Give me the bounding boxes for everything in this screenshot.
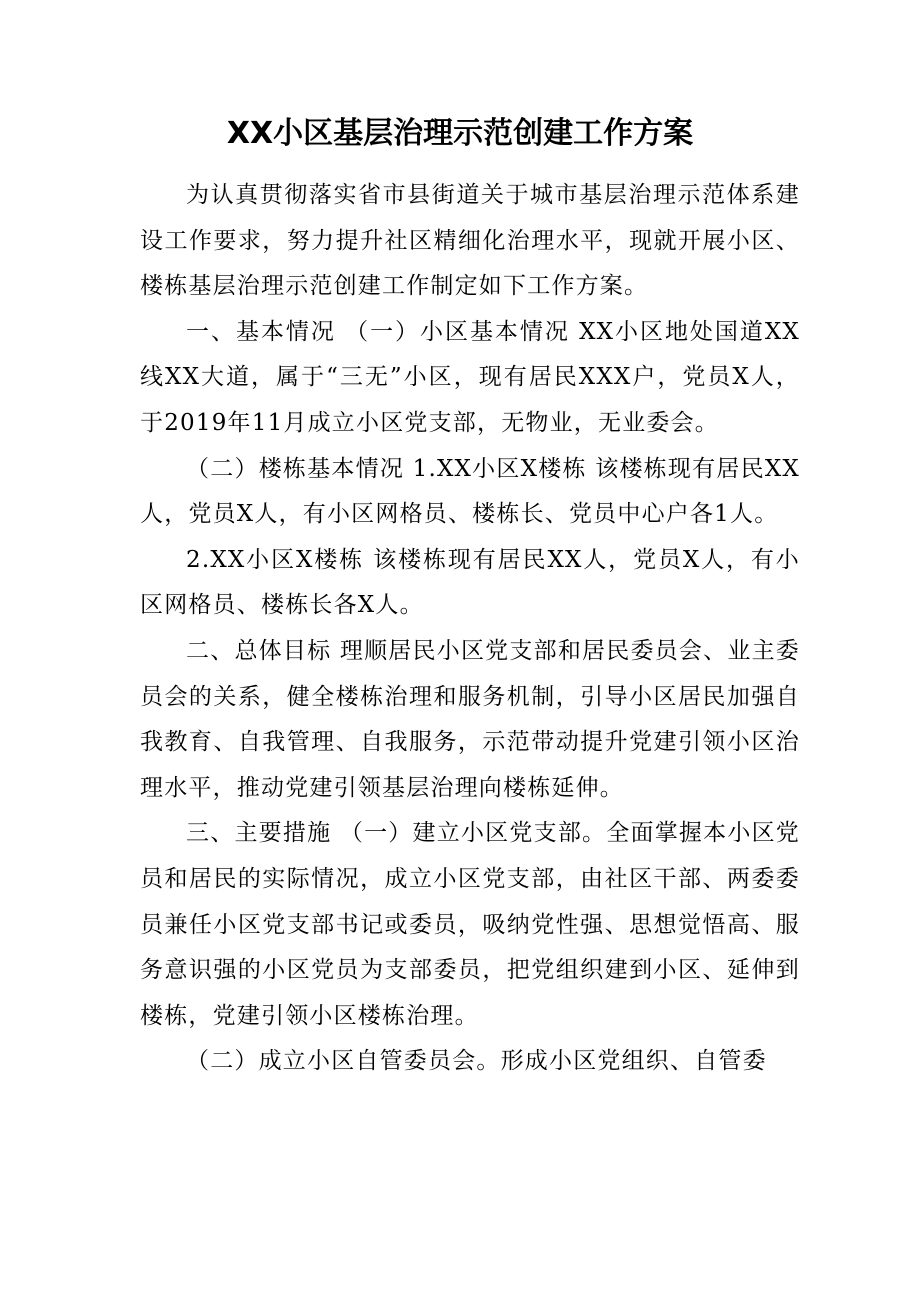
paragraph-basic-situation: 一、基本情况 （一）小区基本情况 XX小区地处国道XX线XX大道，属于“三无”小区，现有居民XXX户，党员X人，于2019年11月成立小区党支部，无物业，无业委会。	[140, 318, 800, 436]
paragraph-building-situation-1: （二）楼栋基本情况 1.XX小区X楼栋 该楼栋现有居民XX人，党员X人，有小区网格员、楼栋长、党员中心户各1人。	[140, 455, 800, 528]
paragraph-building-situation-2: 2.XX小区X楼栋 该楼栋现有居民XX人，党员X人，有小区网格员、楼栋长各X人。	[140, 546, 800, 619]
paragraph-overall-goal: 二、总体目标 理顺居民小区党支部和居民委员会、业主委员会的关系，健全楼栋治理和服务机制，引导小区居民加强自我教育、自我管理、自我服务，示范带动提升党建引领小区治理水平，推动党建引领基层治理向楼栋延伸。	[140, 637, 800, 801]
paragraph-main-measures-1: 三、主要措施 （一）建立小区党支部。全面掌握本小区党员和居民的实际情况，成立小区党支部，由社区干部、两委委员兼任小区党支部书记或委员，吸纳党性强、思想觉悟高、服务意识强的小区党员为支部委员，把党组织建到小区、延伸到楼栋，党建引领小区楼栋治理。	[140, 820, 800, 1029]
document-title: XX小区基层治理示范创建工作方案	[226, 116, 694, 151]
paragraph-intro: 为认真贯彻落实省市县街道关于城市基层治理示范体系建设工作要求，努力提升社区精细化治理水平，现就开展小区、楼栋基层治理示范创建工作制定如下工作方案。	[140, 182, 800, 300]
document-body	[140, 173, 800, 1085]
paragraph-main-measures-2: （二）成立小区自管委员会。形成小区党组织、自管委	[186, 1048, 767, 1075]
